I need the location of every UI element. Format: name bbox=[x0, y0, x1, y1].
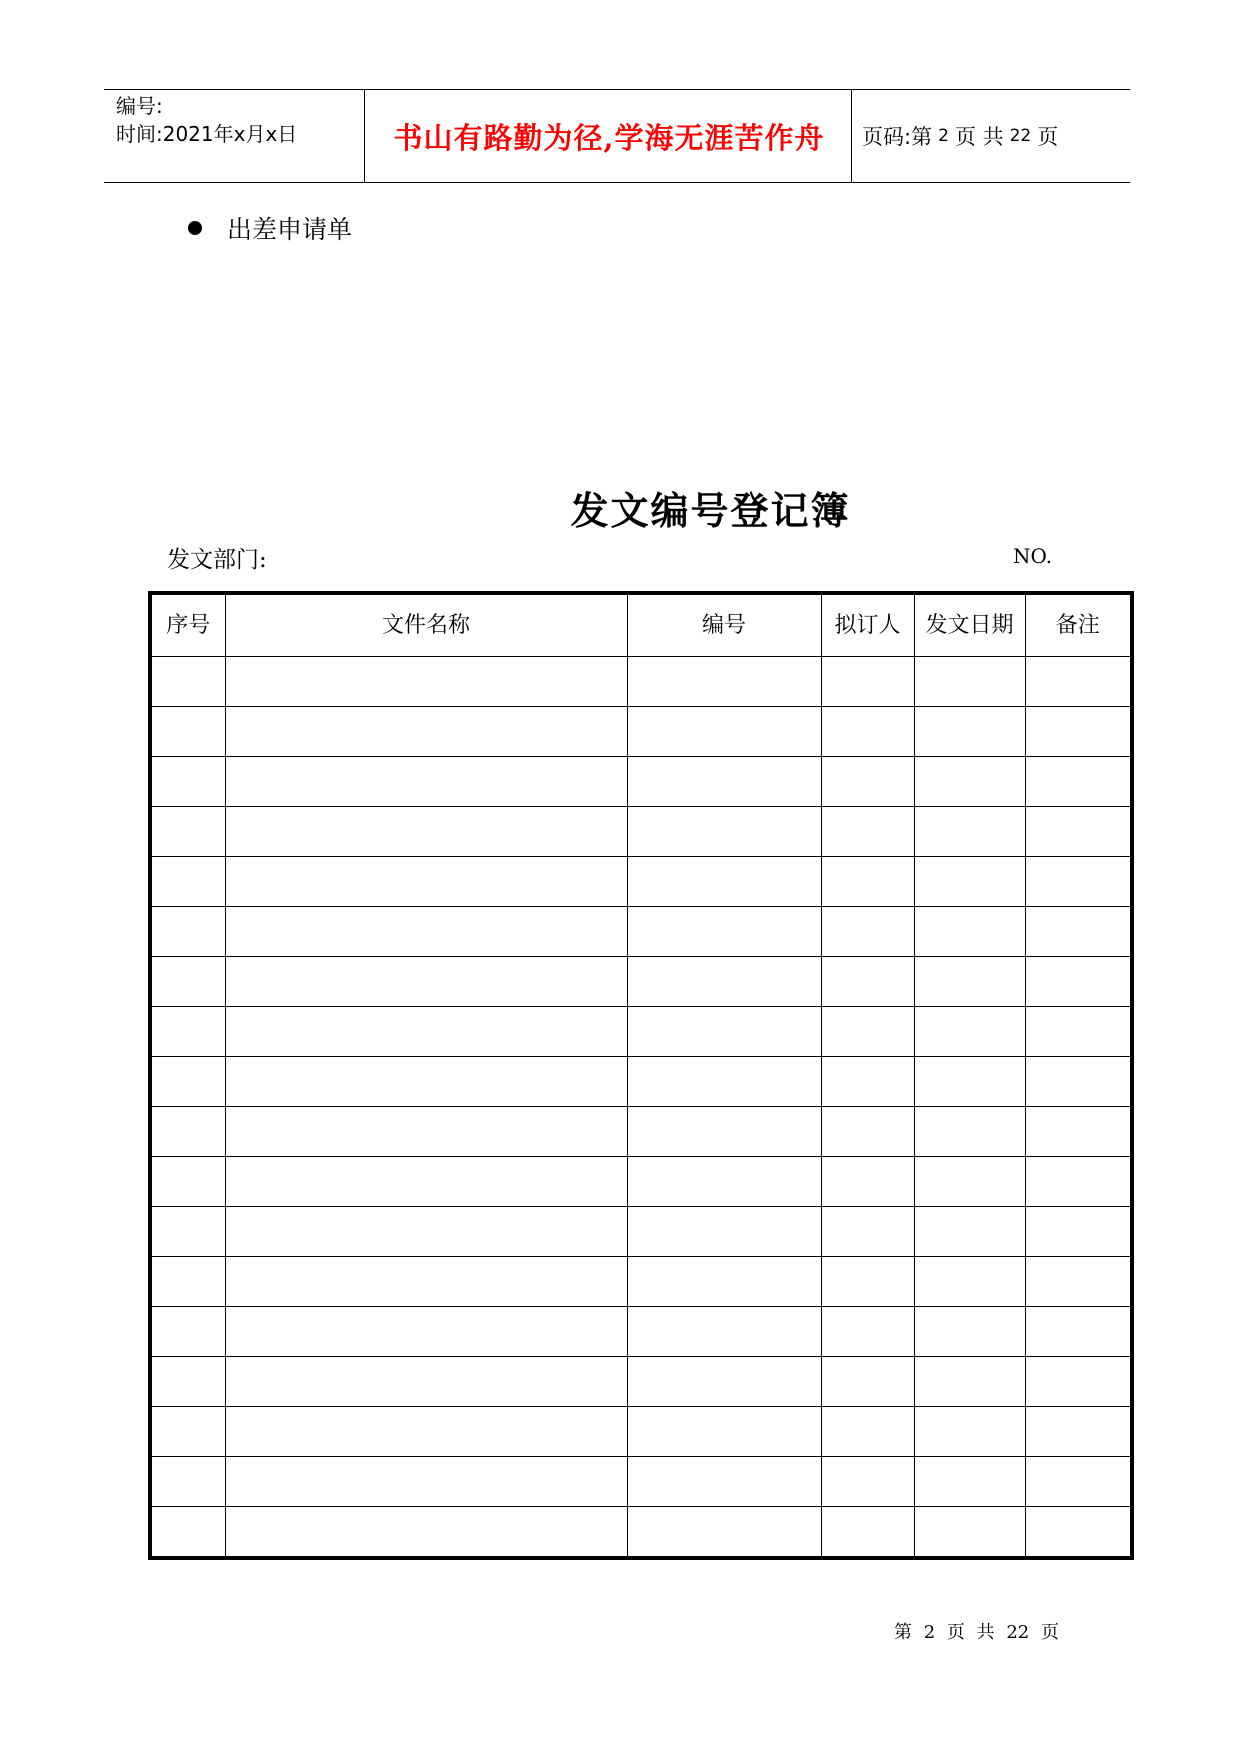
table-cell bbox=[150, 1457, 225, 1507]
table-cell bbox=[914, 707, 1025, 757]
table-row bbox=[150, 907, 1132, 957]
table-cell bbox=[914, 807, 1025, 857]
table-cell bbox=[225, 807, 627, 857]
table-cell bbox=[821, 757, 914, 807]
table-cell bbox=[1025, 1257, 1132, 1307]
table-cell bbox=[1025, 657, 1132, 707]
table-cell bbox=[1025, 757, 1132, 807]
table-row bbox=[150, 1107, 1132, 1157]
table-row bbox=[150, 1307, 1132, 1357]
table-cell bbox=[821, 857, 914, 907]
table-cell bbox=[1025, 957, 1132, 1007]
table-cell bbox=[914, 1357, 1025, 1407]
table-cell bbox=[225, 757, 627, 807]
table-cell bbox=[627, 1007, 821, 1057]
bullet-item bbox=[188, 210, 352, 246]
header-divider-right bbox=[851, 90, 852, 182]
table-cell bbox=[225, 1407, 627, 1457]
table-cell bbox=[627, 1307, 821, 1357]
table-cell bbox=[150, 857, 225, 907]
register-table bbox=[148, 591, 1134, 1560]
table-cell bbox=[225, 1007, 627, 1057]
table-cell bbox=[225, 707, 627, 757]
col-header-issue-date: 发文日期 bbox=[914, 593, 1025, 657]
table-cell bbox=[225, 1257, 627, 1307]
header-motto: 书山有路勤为径,学海无涯苦作舟 bbox=[393, 120, 825, 155]
table-cell bbox=[627, 1257, 821, 1307]
table-cell bbox=[821, 907, 914, 957]
col-header-filename: 文件名称 bbox=[225, 593, 627, 657]
page-header bbox=[104, 89, 1130, 183]
table-cell bbox=[914, 1257, 1025, 1307]
page-total: 22 bbox=[1009, 126, 1032, 146]
table-cell bbox=[225, 1107, 627, 1157]
table-cell bbox=[627, 1057, 821, 1107]
table-cell bbox=[914, 1457, 1025, 1507]
table-cell bbox=[821, 1307, 914, 1357]
table-cell bbox=[627, 1357, 821, 1407]
no-label: NO. bbox=[1013, 544, 1053, 568]
table-cell bbox=[150, 1007, 225, 1057]
table-cell bbox=[821, 1357, 914, 1407]
table-header-row bbox=[150, 593, 1132, 657]
table-cell bbox=[821, 1507, 914, 1559]
table-cell bbox=[150, 1507, 225, 1559]
table-row bbox=[150, 957, 1132, 1007]
table-row bbox=[150, 807, 1132, 857]
page-current: 2 bbox=[938, 126, 949, 146]
table-cell bbox=[821, 707, 914, 757]
table-row bbox=[150, 1057, 1132, 1107]
table-cell bbox=[914, 657, 1025, 707]
table-cell bbox=[821, 1257, 914, 1307]
table-cell bbox=[225, 657, 627, 707]
table-cell bbox=[225, 1207, 627, 1257]
table-cell bbox=[627, 857, 821, 907]
table-cell bbox=[150, 1157, 225, 1207]
table-cell bbox=[225, 1057, 627, 1107]
table-cell bbox=[150, 1407, 225, 1457]
page-mid: 页 共 bbox=[954, 125, 1004, 149]
table-cell bbox=[1025, 907, 1132, 957]
header-number-label: 编号: bbox=[116, 94, 163, 118]
page-footer: 第 2 页 共 22 页 bbox=[894, 1622, 1059, 1643]
table-row bbox=[150, 707, 1132, 757]
page-prefix: 页码:第 bbox=[862, 125, 933, 149]
table-cell bbox=[150, 957, 225, 1007]
header-divider-left bbox=[364, 90, 365, 182]
table-cell bbox=[150, 807, 225, 857]
table-cell bbox=[627, 1207, 821, 1257]
table-cell bbox=[627, 1507, 821, 1559]
table-cell bbox=[821, 1207, 914, 1257]
table-cell bbox=[821, 1157, 914, 1207]
table-cell bbox=[1025, 1407, 1132, 1457]
table-cell bbox=[225, 957, 627, 1007]
table-cell bbox=[225, 1307, 627, 1357]
col-header-index: 序号 bbox=[150, 593, 225, 657]
table-row bbox=[150, 1007, 1132, 1057]
table-cell bbox=[1025, 1357, 1132, 1407]
table-cell bbox=[1025, 1307, 1132, 1357]
col-header-number: 编号 bbox=[627, 593, 821, 657]
table-row bbox=[150, 1457, 1132, 1507]
table-cell bbox=[627, 1107, 821, 1157]
table-cell bbox=[821, 1457, 914, 1507]
table-cell bbox=[821, 1407, 914, 1457]
table-cell bbox=[1025, 707, 1132, 757]
table-cell bbox=[627, 1407, 821, 1457]
table-cell bbox=[914, 1157, 1025, 1207]
table-cell bbox=[150, 907, 225, 957]
table-cell bbox=[627, 807, 821, 857]
table-cell bbox=[914, 907, 1025, 957]
table-cell bbox=[225, 857, 627, 907]
table-cell bbox=[1025, 807, 1132, 857]
table-cell bbox=[1025, 857, 1132, 907]
table-cell bbox=[150, 1207, 225, 1257]
table-cell bbox=[225, 1157, 627, 1207]
table-cell bbox=[1025, 1007, 1132, 1057]
table-cell bbox=[150, 1107, 225, 1157]
table-row bbox=[150, 1357, 1132, 1407]
table-row bbox=[150, 757, 1132, 807]
table-cell bbox=[821, 1057, 914, 1107]
table-row bbox=[150, 1207, 1132, 1257]
table-row bbox=[150, 657, 1132, 707]
table-cell bbox=[1025, 1507, 1132, 1559]
table-cell bbox=[150, 1257, 225, 1307]
table-cell bbox=[627, 957, 821, 1007]
table-cell bbox=[627, 707, 821, 757]
table-cell bbox=[914, 1507, 1025, 1559]
table-cell bbox=[150, 657, 225, 707]
table-cell bbox=[1025, 1107, 1132, 1157]
table-cell bbox=[914, 1007, 1025, 1057]
table-row bbox=[150, 857, 1132, 907]
table-body bbox=[150, 657, 1132, 1559]
bullet-dot-icon bbox=[188, 221, 202, 235]
page-suffix: 页 bbox=[1037, 125, 1059, 149]
table-cell bbox=[914, 1407, 1025, 1457]
header-time-label: 时间:2021年x月x日 bbox=[116, 122, 298, 146]
table-cell bbox=[627, 1457, 821, 1507]
table-row bbox=[150, 1157, 1132, 1207]
table-row bbox=[150, 1507, 1132, 1559]
table-row bbox=[150, 1257, 1132, 1307]
table-cell bbox=[225, 1357, 627, 1407]
table-cell bbox=[1025, 1057, 1132, 1107]
table-cell bbox=[627, 1157, 821, 1207]
table-cell bbox=[821, 957, 914, 1007]
page-title: 发文编号登记簿 bbox=[570, 488, 851, 533]
table-cell bbox=[914, 757, 1025, 807]
table-cell bbox=[914, 1207, 1025, 1257]
table-cell bbox=[225, 1507, 627, 1559]
header-page-info bbox=[862, 90, 1058, 182]
table-cell bbox=[627, 757, 821, 807]
table-cell bbox=[150, 707, 225, 757]
col-header-remarks: 备注 bbox=[1025, 593, 1132, 657]
table-cell bbox=[1025, 1457, 1132, 1507]
table-cell bbox=[150, 1057, 225, 1107]
table-cell bbox=[914, 957, 1025, 1007]
table-cell bbox=[821, 807, 914, 857]
table-cell bbox=[914, 857, 1025, 907]
table-cell bbox=[1025, 1207, 1132, 1257]
table-cell bbox=[150, 1307, 225, 1357]
table-cell bbox=[821, 1007, 914, 1057]
table-cell bbox=[627, 907, 821, 957]
table-cell bbox=[821, 657, 914, 707]
table-cell bbox=[150, 757, 225, 807]
col-header-drafter: 拟订人 bbox=[821, 593, 914, 657]
table-cell bbox=[914, 1307, 1025, 1357]
bullet-text: 出差申请单 bbox=[227, 215, 353, 244]
dept-label: 发文部门: bbox=[167, 547, 267, 573]
table-cell bbox=[1025, 1157, 1132, 1207]
table-cell bbox=[914, 1057, 1025, 1107]
table-cell bbox=[225, 1457, 627, 1507]
header-meta bbox=[116, 92, 297, 148]
table-cell bbox=[627, 657, 821, 707]
table-cell bbox=[150, 1357, 225, 1407]
table-cell bbox=[821, 1107, 914, 1157]
table-cell bbox=[225, 907, 627, 957]
table-row bbox=[150, 1407, 1132, 1457]
table-cell bbox=[914, 1107, 1025, 1157]
